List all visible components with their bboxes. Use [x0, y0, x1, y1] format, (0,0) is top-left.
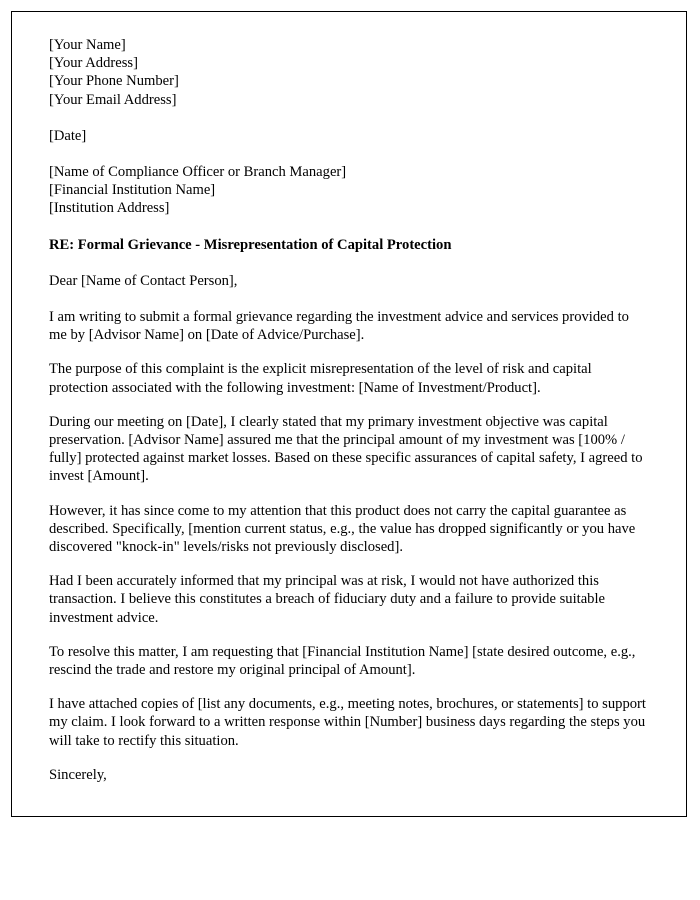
paragraph-attachments-response: I have attached copies of [list any documents, e.g., meeting notes, brochures, or statements] to support my claim. I look forward to a written response within [Number] business days regarding the steps you will take to rectify this situation.: [49, 696, 646, 749]
sender-phone-line: [Your Phone Number]: [49, 73, 179, 90]
sender-email-line: [Your Email Address]: [49, 91, 177, 108]
paragraph-requested-resolution: To resolve this matter, I am requesting that [Financial Institution Name] [state desired outcome, e.g., rescind the trade and restore my original principal of Amount].: [49, 643, 636, 679]
sender-address-block: [49, 36, 648, 109]
salutation-line: Dear [Name of Contact Person],: [49, 272, 238, 289]
date-block: [49, 127, 648, 145]
closing-line: Sincerely,: [49, 766, 107, 783]
recipient-address-line: [Institution Address]: [49, 200, 170, 217]
recipient-name-line: [Name of Compliance Officer or Branch Manager]: [49, 164, 347, 181]
paragraph-meeting-assurances: During our meeting on [Date], I clearly stated that my primary investment objective was capital preservation. [Advisor Name] assured me that the principal amount of my investment was [100% / fully] protected against market losses. Based on these specific assurances of capital safety, I agreed to invest [Amount].: [49, 413, 643, 485]
recipient-address-block: [49, 163, 648, 218]
sender-address-line: [Your Address]: [49, 55, 138, 72]
letter-border-frame: [11, 11, 687, 817]
subject-line: RE: Formal Grievance - Misrepresentation of Capital Protection: [49, 236, 452, 253]
sender-name-line: [Your Name]: [49, 37, 126, 53]
paragraph-discovery: However, it has since come to my attention that this product does not carry the capital guarantee as described. Specifically, [mention current status, e.g., the value has dropped significantly or you have discovered "knock-in" levels/risks not previously disclosed].: [49, 502, 636, 556]
paragraph-fiduciary-breach: Had I been accurately informed that my principal was at risk, I would not have authorized this transaction. I believe this constitutes a breach of fiduciary duty and a failure to provide suitable investment advice.: [49, 573, 605, 626]
date-line: [Date]: [49, 127, 87, 144]
paragraph-purpose: The purpose of this complaint is the explicit misrepresentation of the level of risk and capital protection associated with the following investment: [Name of Investment/Product].: [49, 361, 592, 396]
paragraph-introduction: I am writing to submit a formal grievance regarding the investment advice and services provided to me by [Advisor Name] on [Date of Advice/Purchase].: [49, 309, 629, 344]
letter-body: [12, 12, 686, 784]
recipient-institution-line: [Financial Institution Name]: [49, 182, 216, 199]
